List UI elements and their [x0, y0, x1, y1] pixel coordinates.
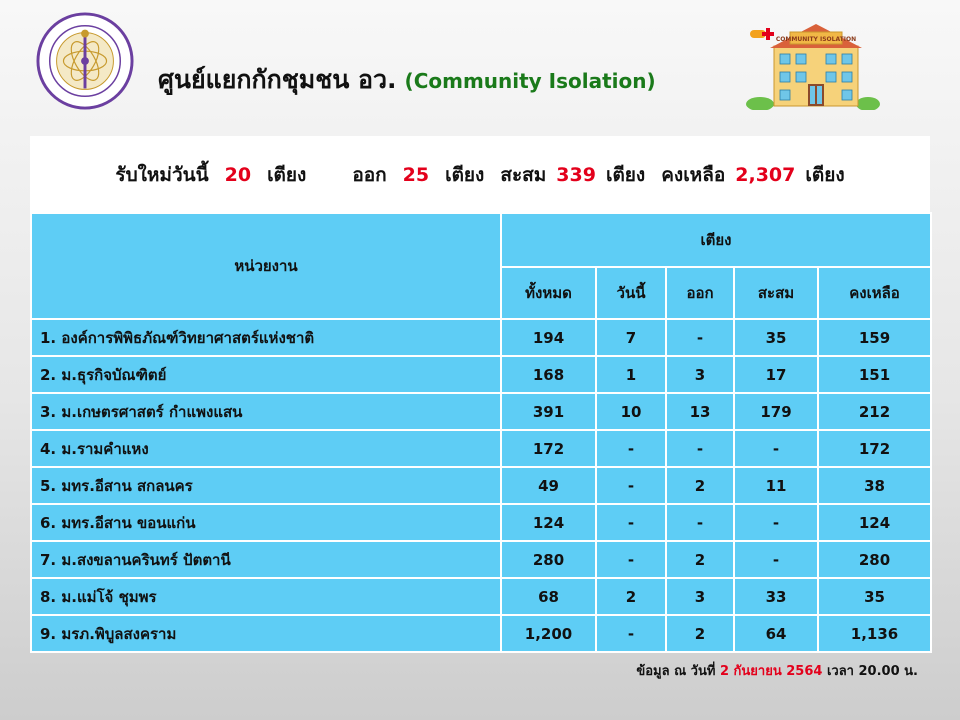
- cell-out: -: [666, 504, 734, 541]
- remaining-bed-unit: เตียง: [805, 164, 845, 186]
- cell-cumulative: 179: [734, 393, 818, 430]
- table-row: [31, 467, 931, 504]
- new-bed-unit: เตียง: [267, 164, 307, 186]
- cell-out: 3: [666, 578, 734, 615]
- cell-out: 3: [666, 356, 734, 393]
- col-header-remaining: คงเหลือ: [818, 267, 931, 319]
- table-row: [31, 615, 931, 652]
- unit-name: 3. ม.เกษตรศาสตร์ กำแพงแสน: [31, 393, 501, 430]
- cell-total: 124: [501, 504, 596, 541]
- cell-cumulative: 35: [734, 319, 818, 356]
- timestamp-day: 2: [719, 664, 730, 679]
- cell-remaining: 151: [818, 356, 931, 393]
- daily-summary: [30, 136, 930, 214]
- out-bed-unit: เตียง: [445, 164, 485, 186]
- cell-out: 2: [666, 615, 734, 652]
- cell-remaining: 1,136: [818, 615, 931, 652]
- cell-remaining: 172: [818, 430, 931, 467]
- cell-remaining: 35: [818, 578, 931, 615]
- unit-name: 9. มรภ.พิบูลสงคราม: [31, 615, 501, 652]
- cell-today: -: [596, 615, 666, 652]
- ministry-seal-logo: [36, 12, 134, 110]
- unit-name: 4. ม.รามคำแหง: [31, 430, 501, 467]
- cell-total: 168: [501, 356, 596, 393]
- table-row: [31, 356, 931, 393]
- beds-group-header: เตียง: [501, 213, 931, 267]
- unit-name: 2. ม.ธุรกิจบัณฑิตย์: [31, 356, 501, 393]
- timestamp-month-year: กันยายน 2564: [733, 664, 823, 679]
- remaining-value: 2,307: [735, 164, 796, 186]
- col-header-total: ทั้งหมด: [501, 267, 596, 319]
- cell-today: 7: [596, 319, 666, 356]
- cell-out: 13: [666, 393, 734, 430]
- cumulative-bed-unit: เตียง: [605, 164, 646, 186]
- timestamp-time: 20.00 น.: [858, 664, 918, 679]
- col-header-out: ออก: [666, 267, 734, 319]
- cell-total: 280: [501, 541, 596, 578]
- cell-cumulative: -: [734, 430, 818, 467]
- timestamp-time-label: เวลา: [826, 664, 854, 679]
- unit-name: 6. มทร.อีสาน ขอนแก่น: [31, 504, 501, 541]
- table-row: [31, 504, 931, 541]
- cell-total: 391: [501, 393, 596, 430]
- unit-name: 1. องค์การพิพิธภัณฑ์วิทยาศาสตร์แห่งชาติ: [31, 319, 501, 356]
- cell-out: 2: [666, 467, 734, 504]
- cell-cumulative: 64: [734, 615, 818, 652]
- cell-cumulative: -: [734, 504, 818, 541]
- table-row: [31, 541, 931, 578]
- new-label: รับใหม่วันนี้: [115, 164, 209, 186]
- building-sign-text: COMMUNITY ISOLATION: [775, 36, 857, 43]
- cell-today: 10: [596, 393, 666, 430]
- unit-name: 5. มทร.อีสาน สกลนคร: [31, 467, 501, 504]
- cell-cumulative: 33: [734, 578, 818, 615]
- cell-remaining: 38: [818, 467, 931, 504]
- cumulative-value: 339: [556, 164, 596, 186]
- out-label: ออก: [352, 164, 387, 186]
- cell-total: 1,200: [501, 615, 596, 652]
- page-title: [158, 60, 656, 100]
- cell-out: -: [666, 430, 734, 467]
- cell-today: -: [596, 467, 666, 504]
- unit-name: 8. ม.แม่โจ้ ชุมพร: [31, 578, 501, 615]
- out-value: 25: [402, 164, 430, 186]
- cell-total: 68: [501, 578, 596, 615]
- cell-remaining: 280: [818, 541, 931, 578]
- cell-today: 2: [596, 578, 666, 615]
- new-value: 20: [224, 164, 252, 186]
- cell-out: -: [666, 319, 734, 356]
- col-header-today: วันนี้: [596, 267, 666, 319]
- cell-today: -: [596, 430, 666, 467]
- isolation-beds-table: [30, 212, 932, 653]
- timestamp-prefix: ข้อมูล ณ วันที่: [636, 664, 716, 679]
- table-row: [31, 319, 931, 356]
- cell-today: -: [596, 541, 666, 578]
- title-english: (Community Isolation): [404, 69, 656, 93]
- unit-column-header: หน่วยงาน: [31, 213, 501, 319]
- cell-remaining: 159: [818, 319, 931, 356]
- remaining-label: คงเหลือ: [661, 164, 726, 186]
- cell-total: 49: [501, 467, 596, 504]
- community-building-illustration: [746, 18, 880, 110]
- col-header-cumulative: สะสม: [734, 267, 818, 319]
- cell-cumulative: 17: [734, 356, 818, 393]
- cell-today: -: [596, 504, 666, 541]
- cell-remaining: 212: [818, 393, 931, 430]
- cell-remaining: 124: [818, 504, 931, 541]
- cumulative-label: สะสม: [500, 164, 547, 186]
- cell-out: 2: [666, 541, 734, 578]
- title-thai: ศูนย์แยกกักชุมชน อว.: [158, 65, 397, 94]
- data-timestamp: [636, 660, 918, 681]
- table-row: [31, 578, 931, 615]
- table-row: [31, 393, 931, 430]
- table-row: [31, 430, 931, 467]
- cell-cumulative: 11: [734, 467, 818, 504]
- cell-cumulative: -: [734, 541, 818, 578]
- cell-total: 194: [501, 319, 596, 356]
- cell-today: 1: [596, 356, 666, 393]
- unit-name: 7. ม.สงขลานครินทร์ ปัตตานี: [31, 541, 501, 578]
- cell-total: 172: [501, 430, 596, 467]
